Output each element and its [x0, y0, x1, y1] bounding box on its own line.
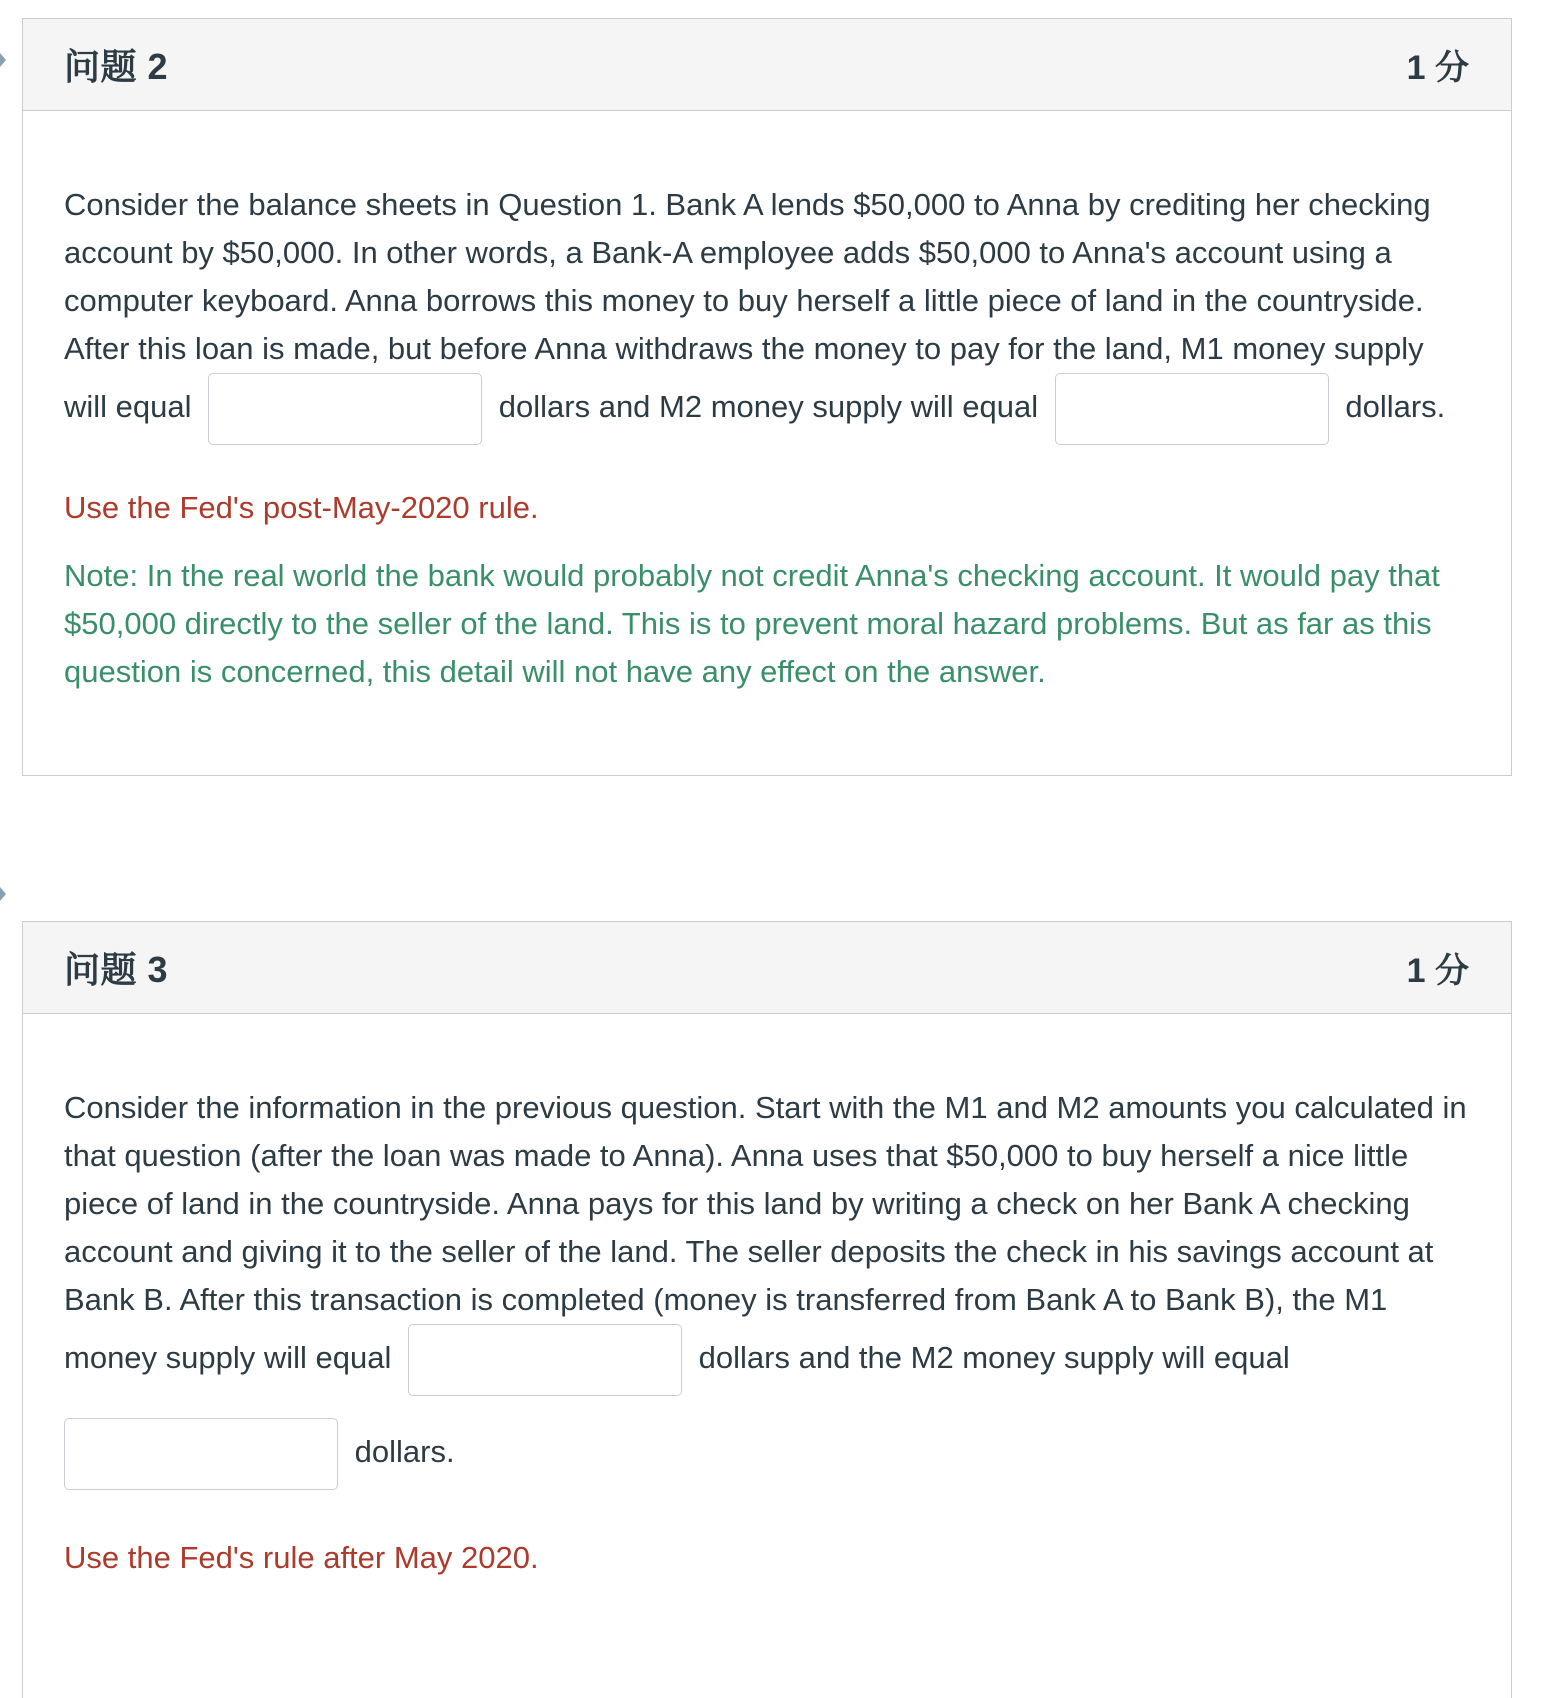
question-nav-marker-icon: [0, 887, 6, 901]
question-2-rule-note: Use the Fed's post-May-2020 rule.: [64, 490, 539, 525]
question-3-m2-input[interactable]: [64, 1418, 338, 1490]
question-3-points: 1 分: [1406, 952, 1469, 990]
question-3-text: [64, 1084, 1471, 1396]
question-3-header: [23, 922, 1511, 1014]
question-2-title: 问题 2: [64, 46, 169, 87]
question-2-points: 1 分: [1406, 49, 1469, 87]
question-2-text-mid: dollars and M2 money supply will equal: [498, 389, 1039, 425]
question-3-card: [22, 921, 1512, 1698]
question-2-m2-input[interactable]: [1055, 373, 1329, 445]
question-2-header: [23, 19, 1511, 111]
question-3-body: [23, 1014, 1511, 1582]
question-3-m1-input[interactable]: [408, 1324, 682, 1396]
question-3-text-end: dollars.: [354, 1434, 455, 1470]
question-2-text: [64, 181, 1471, 445]
question-3-text-mid: dollars and the M2 money supply will equal: [698, 1340, 1290, 1376]
question-3-rule-note: Use the Fed's rule after May 2020.: [64, 1540, 539, 1575]
question-3-title: 问题 3: [64, 949, 169, 990]
question-3-text-main: Consider the information in the previous question. Start with the M1 and M2 amounts you calculated in that question (after the loan was made to Anna). Anna uses that $50,000 to buy herself a nice little piece of land in the countryside. Anna pays for this land by writing a check on her Bank A checking account and giving it to the seller of the land. The seller deposits the check in his savings account at Bank B. After this transaction is completed (money is transferred from Bank A to Bank B), the M1 money supply will equal: [64, 1090, 1467, 1376]
question-3-text-line2: [64, 1418, 1471, 1490]
question-2-green-note: Note: In the real world the bank would probably not credit Anna's checking account. It would pay that $50,000 directly to the seller of the land. This is to prevent moral hazard problems. But as far as this question is concerned, this detail will not have any effect on the answer.: [64, 558, 1440, 689]
question-2-text-main: Consider the balance sheets in Question 1. Bank A lends $50,000 to Anna by crediting her checking account by $50,000. In other words, a Bank-A employee adds $50,000 to Anna's account using a computer keyboard. Anna borrows this money to buy herself a little piece of land in the countryside. After this loan is made, but before Anna withdraws the money to pay for the land, M1 money supply will equal: [64, 187, 1431, 425]
question-nav-marker-icon: [0, 53, 6, 67]
question-2-text-end: dollars.: [1345, 389, 1446, 425]
question-2-m1-input[interactable]: [208, 373, 482, 445]
question-2-body: [23, 111, 1511, 696]
question-2-card: [22, 18, 1512, 776]
